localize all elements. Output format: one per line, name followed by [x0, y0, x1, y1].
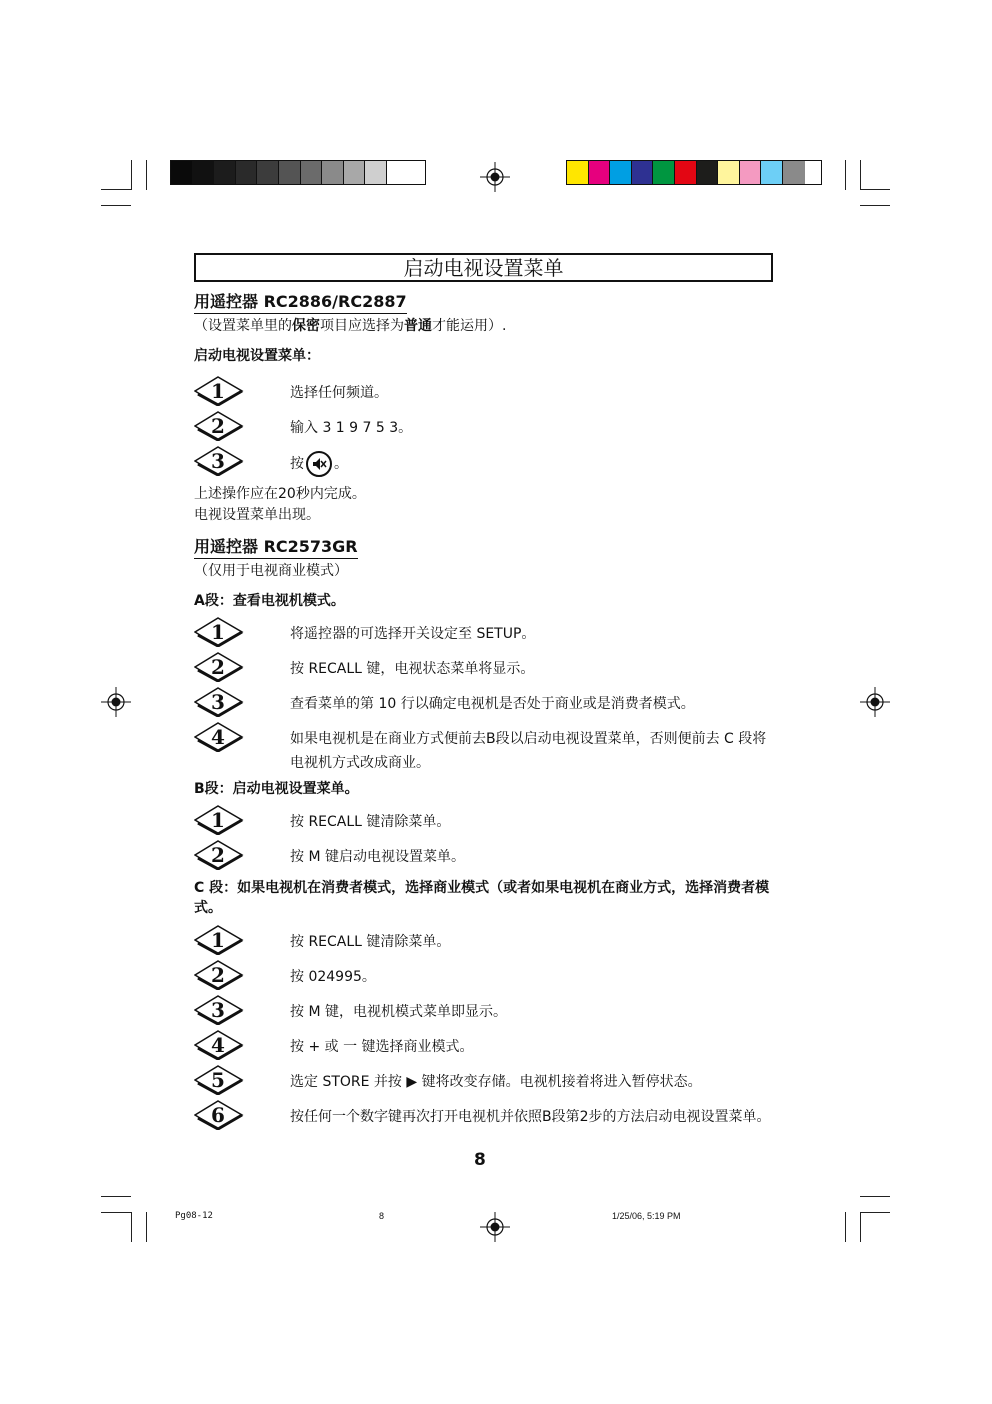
- color-swatch: [589, 161, 611, 184]
- step-diamond-icon: [194, 995, 244, 1025]
- step-diamond-icon: [194, 411, 244, 441]
- crop-mark: [860, 1212, 861, 1242]
- step-diamond-icon: [194, 840, 244, 870]
- step-text: 按 RECALL 键清除菜单。: [290, 934, 451, 950]
- color-swatch: [761, 161, 783, 184]
- step-text: 按 RECALL 键，电视状态菜单将显示。: [290, 661, 535, 677]
- footer-timestamp: 1/25/06, 5:19 PM: [612, 1211, 681, 1221]
- step-item: [194, 1065, 774, 1095]
- note-bold: 保密: [292, 318, 320, 334]
- section-note: （仅用于电视商业模式）: [194, 563, 348, 579]
- color-swatch: [740, 161, 762, 184]
- section-note: [194, 316, 506, 336]
- step-text-after: 。: [334, 456, 348, 472]
- crop-mark: [146, 160, 147, 190]
- step-item: [194, 805, 774, 835]
- step-text: 按任何一个数字键再次打开电视机并依照B段第2步的方法启动电视设置菜单。: [290, 1109, 771, 1125]
- registration-mark-icon: [480, 1212, 510, 1242]
- crop-mark: [845, 160, 846, 190]
- step-diamond-icon: [194, 925, 244, 955]
- note-text: （设置菜单里的: [194, 318, 292, 334]
- step-text: 如果电视机是在商业方式便前去B段以启动电视设置菜单，否则便前去 C 段将电视机方式改成商业。: [290, 731, 767, 771]
- section-heading-rc2573gr: 用遥控器 RC2573GR: [194, 537, 358, 559]
- color-swatch: [257, 161, 279, 184]
- note-text: 才能运用）.: [432, 318, 507, 334]
- step-diamond-icon: [194, 1065, 244, 1095]
- crop-mark: [845, 1212, 846, 1242]
- note-bold: 普通: [404, 318, 432, 334]
- step-diamond-icon: [194, 617, 244, 647]
- step-number: 1: [211, 928, 225, 952]
- subheading: 启动电视设置菜单：: [194, 348, 320, 364]
- step-diamond-icon: [194, 376, 244, 406]
- step-text: 按 M 键，电视机模式菜单即显示。: [290, 1004, 507, 1020]
- crop-mark: [860, 189, 890, 190]
- color-swatch: [610, 161, 632, 184]
- step-number: 6: [211, 1103, 225, 1127]
- process-color-bar: [566, 160, 822, 185]
- page-title: 启动电视设置菜单: [194, 253, 773, 282]
- instruction-line: 上述操作应在20秒内完成。: [194, 486, 366, 502]
- color-swatch: [344, 161, 366, 184]
- color-swatch: [322, 161, 344, 184]
- step-diamond-icon: [194, 722, 244, 752]
- crop-mark: [860, 1212, 890, 1213]
- subheading-part-b: B段：启动电视设置菜单。: [194, 781, 359, 797]
- step-item: [194, 1030, 774, 1060]
- step-item: [194, 446, 774, 476]
- step-number: 3: [211, 449, 225, 473]
- step-item: [194, 1100, 774, 1150]
- color-swatch: [783, 161, 805, 184]
- crop-mark: [860, 160, 861, 190]
- step-number: 2: [211, 414, 225, 438]
- step-number: 2: [211, 655, 225, 679]
- crop-mark: [101, 205, 131, 206]
- crop-mark: [101, 189, 131, 190]
- color-swatch: [632, 161, 654, 184]
- step-number: 1: [211, 620, 225, 644]
- step-item: [194, 687, 774, 717]
- crop-mark: [101, 1212, 131, 1213]
- step-number: 4: [211, 1033, 225, 1057]
- crop-mark: [101, 1196, 131, 1197]
- registration-mark-icon: [860, 687, 890, 717]
- step-diamond-icon: [194, 446, 244, 476]
- color-swatch: [697, 161, 719, 184]
- step-item: [194, 722, 774, 772]
- step-item: [194, 376, 774, 406]
- step-diamond-icon: [194, 805, 244, 835]
- subheading-part-a: A段：查看电视机模式。: [194, 593, 345, 609]
- crop-mark: [146, 1212, 147, 1242]
- step-text: 按 RECALL 键清除菜单。: [290, 814, 451, 830]
- crop-mark: [860, 205, 890, 206]
- step-item: [194, 411, 774, 441]
- step-text-before: 按: [290, 456, 304, 472]
- step-item: [194, 995, 774, 1025]
- step-text: 按 + 或 一 键选择商业模式。: [290, 1039, 474, 1055]
- step-text: 将遥控器的可选择开关设定至 SETUP。: [290, 626, 536, 642]
- crop-mark: [131, 160, 132, 190]
- step-diamond-icon: [194, 1100, 244, 1130]
- color-swatch: [193, 161, 215, 184]
- color-swatch: [675, 161, 697, 184]
- step-number: 2: [211, 963, 225, 987]
- page-number: 8: [474, 1150, 486, 1170]
- step-text: 选择任何频道。: [290, 385, 388, 401]
- color-swatch: [171, 161, 193, 184]
- color-swatch: [301, 161, 323, 184]
- color-swatch: [365, 161, 387, 184]
- step-diamond-icon: [194, 652, 244, 682]
- step-number: 1: [211, 808, 225, 832]
- step-number: 1: [211, 379, 225, 403]
- color-swatch: [567, 161, 589, 184]
- step-text: 输入 3 1 9 7 5 3。: [290, 420, 413, 436]
- step-item: [194, 925, 774, 955]
- step-number: 3: [211, 690, 225, 714]
- color-swatch: [214, 161, 236, 184]
- step-item: [194, 652, 774, 682]
- color-swatch: [653, 161, 675, 184]
- note-text: 项目应选择为: [320, 318, 404, 334]
- step-number: 3: [211, 998, 225, 1022]
- step-number: 5: [211, 1068, 225, 1092]
- step-text: 查看菜单的第 10 行以确定电视机是否处于商业或是消费者模式。: [290, 696, 695, 712]
- step-text: 按 M 键启动电视设置菜单。: [290, 849, 465, 865]
- step-diamond-icon: [194, 960, 244, 990]
- registration-mark-icon: [480, 162, 510, 192]
- color-swatch: [279, 161, 301, 184]
- subheading-part-c: C 段：如果电视机在消费者模式，选择商业模式（或者如果电视机在商业方式，选择消费者模式。: [194, 880, 770, 916]
- step-text: 选定 STORE 并按 ▶ 键将改变存储。电视机接着将进入暂停状态。: [290, 1074, 702, 1090]
- color-swatch: [387, 161, 409, 184]
- step-number: 4: [211, 725, 225, 749]
- step-diamond-icon: [194, 1030, 244, 1060]
- step-item: [194, 617, 774, 647]
- crop-mark: [131, 1212, 132, 1242]
- footer-filename: Pg08-12: [175, 1211, 213, 1221]
- step-item: [194, 960, 774, 990]
- instruction-line: 电视设置菜单出现。: [194, 507, 320, 523]
- crop-mark: [860, 1196, 890, 1197]
- registration-mark-icon: [101, 687, 131, 717]
- grayscale-color-bar: [170, 160, 426, 185]
- color-swatch: [718, 161, 740, 184]
- footer-page: 8: [379, 1211, 385, 1221]
- step-item: [194, 840, 774, 870]
- step-diamond-icon: [194, 687, 244, 717]
- section-heading-rc2886: 用遥控器 RC2886/RC2887: [194, 292, 407, 314]
- mute-icon: [306, 451, 332, 477]
- step-number: 2: [211, 843, 225, 867]
- step-text: [290, 451, 774, 477]
- step-text: 按 024995。: [290, 969, 376, 985]
- color-swatch: [236, 161, 258, 184]
